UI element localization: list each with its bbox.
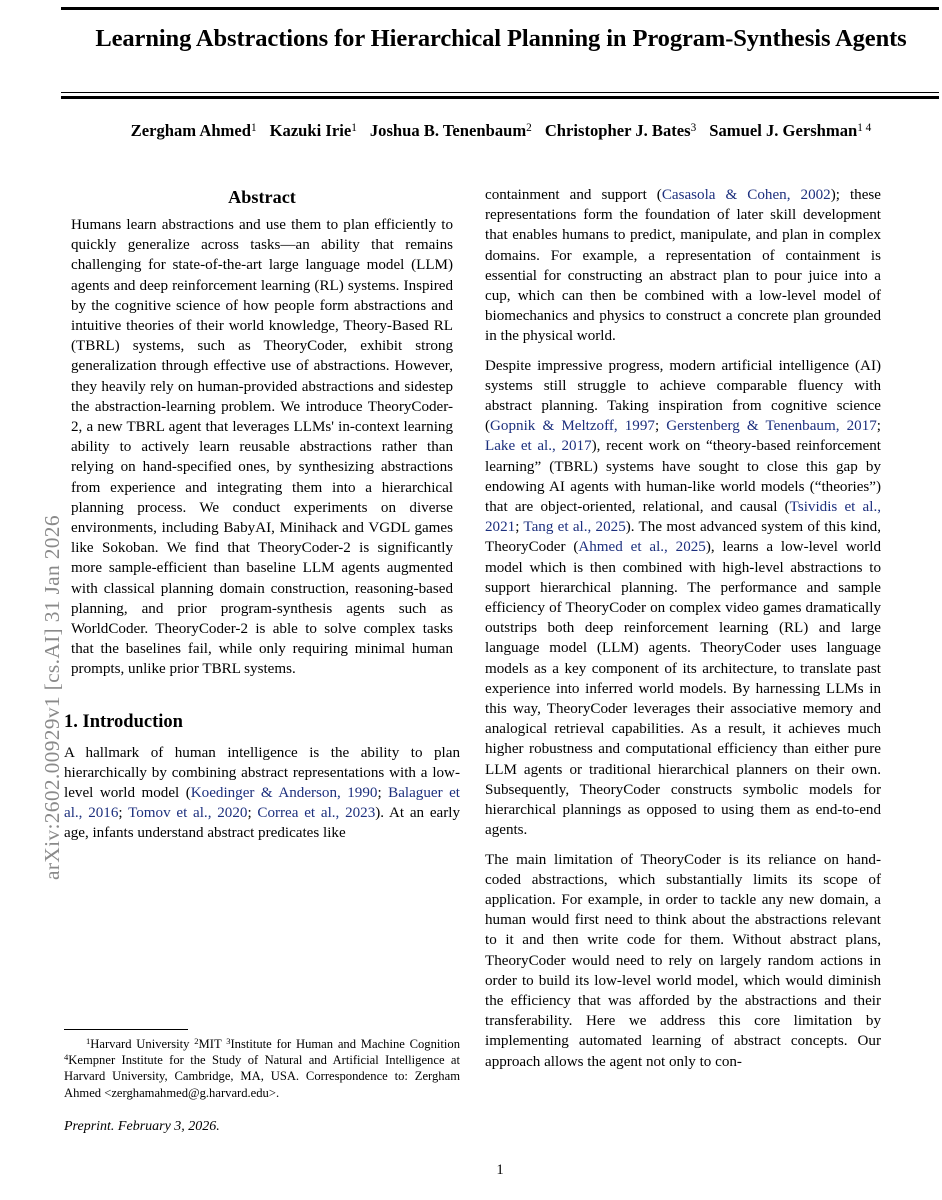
page-number: 1 xyxy=(496,1162,504,1178)
citation-link[interactable]: Casasola & Cohen, 2002 xyxy=(661,187,831,203)
right-paragraph-3: The main limitation of TheoryCoder is its reliance on hand-coded abstractions, which substantially limits its scope of application. For example, in order to tackle any new domain, a human would first need to think about the abstractions relevant to it and then write code for them. Without abstract plans, TheoryCoder would need to rely on largely random actions in order to build its low-level world model, which would diminish the efficiency that was afforded by the abstractions and their transferability. Here we address this core limitation by implementing automated learning of abstract concepts. Our approach allows the agent not only to con- xyxy=(485,851,881,1070)
text-run: ; xyxy=(247,805,258,822)
page-title: Learning Abstractions for Hierarchical Planning in Program-Synthesis Agents xyxy=(95,25,907,52)
right-paragraph-2 xyxy=(485,356,881,841)
citation-link[interactable]: Correa et al., 2023 xyxy=(257,805,376,822)
author-entry xyxy=(709,121,871,140)
title-rule-thin xyxy=(61,92,939,93)
right-paragraph-1 xyxy=(485,185,881,347)
text-run: Kempner Institute for the Study of Natural and Artificial Intelligence at Harvard University, Cambridge, MA, USA. Correspondence to: Zergham Ahmed <zerghamahmed@g.harvard.edu>. xyxy=(64,1053,460,1100)
text-run: Harvard University xyxy=(90,1037,195,1051)
affiliation-mark: 4 xyxy=(64,1052,69,1063)
header-rule-top xyxy=(61,7,939,10)
preprint-notice: Preprint. February 3, 2026. xyxy=(64,1118,220,1134)
citation-link[interactable]: Koedinger & Anderson, 1990 xyxy=(190,785,378,802)
author-affiliation-mark: 1 xyxy=(351,121,357,134)
abstract-text: Humans learn abstractions and use them to plan efficiently to quickly generalize across tasks—an ability that remains challenging for state-of-the-art large language model (LLM) agents and deep reinforcement learning (RL) systems. Inspired by the cognitive science of how people form abstractions and intuitive theories of their world knowledge, Theory-Based RL (TBRL) systems, such as TheoryCoder, exhibit strong generalization through effective use of abstractions. However, they heavily rely on human-provided abstractions and sidestep the abstraction-learning problem. We introduce TheoryCoder-2, a new TBRL agent that leverages LLMs' in-context learning ability to actively learn reusable abstractions rather than relying on hand-specified ones, by synthesizing abstractions from experience and integrating them into a hierarchical planning process. We conduct experiments on diverse environments, including BabyAI, Minihack and VGDL games like Sokoban. We find that TheoryCoder-2 is significantly more sample-efficient than baseline LLM agents augmented with classical planning domain construction, reasoning-based planning, and prior program-synthesis agents such as WorldCoder. TheoryCoder-2 is able to solve complex tasks that the baselines fail, while only requiring minimal human prompts, unlike prior TBRL systems. xyxy=(71,217,453,678)
citation-link[interactable]: Gerstenberg & Tenenbaum, 2017 xyxy=(666,418,877,435)
affiliation-mark: 1 xyxy=(86,1036,91,1047)
author-entry xyxy=(131,121,257,140)
text-run: ; xyxy=(654,418,667,435)
footnote-divider xyxy=(64,1029,188,1030)
text-run: Institute for Human and Machine Cognition xyxy=(230,1037,460,1051)
right-column xyxy=(485,185,881,1081)
affiliation-mark: 2 xyxy=(194,1036,199,1047)
author-affiliation-mark: 3 xyxy=(690,121,697,134)
citation-link[interactable]: Tang et al., 2025 xyxy=(523,519,626,536)
text-run: ), recent work on “theory-based reinforcement learning” (TBRL) systems have sought to close this gap by endowing AI agents with human-like world models (“theories”) that are object-oriented, relational, and causal ( xyxy=(485,438,881,516)
text-run: MIT xyxy=(198,1037,227,1051)
title-rule-thick xyxy=(61,96,939,99)
text-run: Despite impressive progress, modern artificial intelligence (AI) systems still struggle to achieve comparable fluency with abstract planning. Taking inspiration from cognitive science ( xyxy=(485,357,881,435)
author-entry xyxy=(370,121,532,140)
citation-link[interactable]: Lake et al., 2017 xyxy=(485,438,592,455)
text-run: ; xyxy=(118,805,129,822)
arxiv-stamp xyxy=(0,0,64,1200)
section-heading-introduction: 1. Introduction xyxy=(64,711,183,732)
author-name: Zergham Ahmed xyxy=(130,121,251,140)
text-run: ; xyxy=(377,785,389,802)
citation-link[interactable]: Ahmed et al., 2025 xyxy=(578,539,706,556)
text-run: ). The most advanced system of this kind, TheoryCoder ( xyxy=(485,519,881,556)
author-affiliation-mark: 1 4 xyxy=(857,121,872,134)
affiliation-mark: 3 xyxy=(226,1036,231,1047)
citation-link[interactable]: Tsividis et al., 2021 xyxy=(485,499,881,536)
text-run: containment and support ( xyxy=(485,187,662,203)
author-affiliation-mark: 2 xyxy=(526,121,532,134)
citation-link[interactable]: Gopnik & Meltzoff, 1997 xyxy=(490,418,655,435)
text-run: ); these representations form the foundation of later skill development that enables humans to predict, manipulate, and plan in complex domains. For example, a representation of containment is essential for constructing an abstract plan to pour juice into a cup, which can then be combined with a low-level model of biomechanics and physics to construct a concrete plan grounded in the physical world. xyxy=(485,187,881,345)
text-run: ). At an early age, infants understand abstract predicates like xyxy=(64,805,461,842)
author-name: Samuel J. Gershman xyxy=(709,121,858,140)
author-affiliation-mark: 1 xyxy=(250,121,257,134)
citation-link[interactable]: Tomov et al., 2020 xyxy=(128,805,248,822)
abstract-heading: Abstract xyxy=(228,187,296,207)
author-name: Kazuki Irie xyxy=(269,121,352,140)
citation-link[interactable]: Balaguer et al., 2016 xyxy=(64,785,460,822)
author-name: Christopher J. Bates xyxy=(544,121,691,140)
author-name: Joshua B. Tenenbaum xyxy=(369,121,527,140)
left-column xyxy=(64,185,460,853)
text-run: ; xyxy=(876,418,881,435)
paper-page xyxy=(58,0,942,1200)
author-entry xyxy=(545,121,696,140)
author-entry xyxy=(270,121,357,140)
footnote-block xyxy=(64,1029,460,1135)
affiliation-footnote xyxy=(64,1036,460,1101)
arxiv-stamp-text: arXiv:2602.00929v1 [cs.AI] 31 Jan 2026 xyxy=(40,515,64,880)
intro-paragraph-1 xyxy=(64,743,460,844)
text-run: ), learns a low-level world model which is then combined with high-level abstractions to support hierarchical planning. The performance and sample efficiency of TheoryCoder on complex video games dramatically outstrips both deep reinforcement learning (RL) and large language model (LLM) agents. TheoryCoder uses language models as a key component of its architecture, to translate past experience into inferred world models. By harnessing LLMs in this way, TheoryCoder leverages their associative memory and analogical retrieval capabilities. As a result, it achieves much higher robustness and computational efficiency than either pure LLM agents or traditional hierarchical planners on their own. Subsequently, TheoryCoder constructs symbolic models for hierarchical plannings as opposed to using them as end-to-end agents. xyxy=(485,539,881,839)
text-run: A hallmark of human intelligence is the ability to plan hierarchically by combining abstract representations with a low-level world model ( xyxy=(64,744,460,802)
text-run: ; xyxy=(515,519,524,536)
author-list xyxy=(64,120,938,142)
